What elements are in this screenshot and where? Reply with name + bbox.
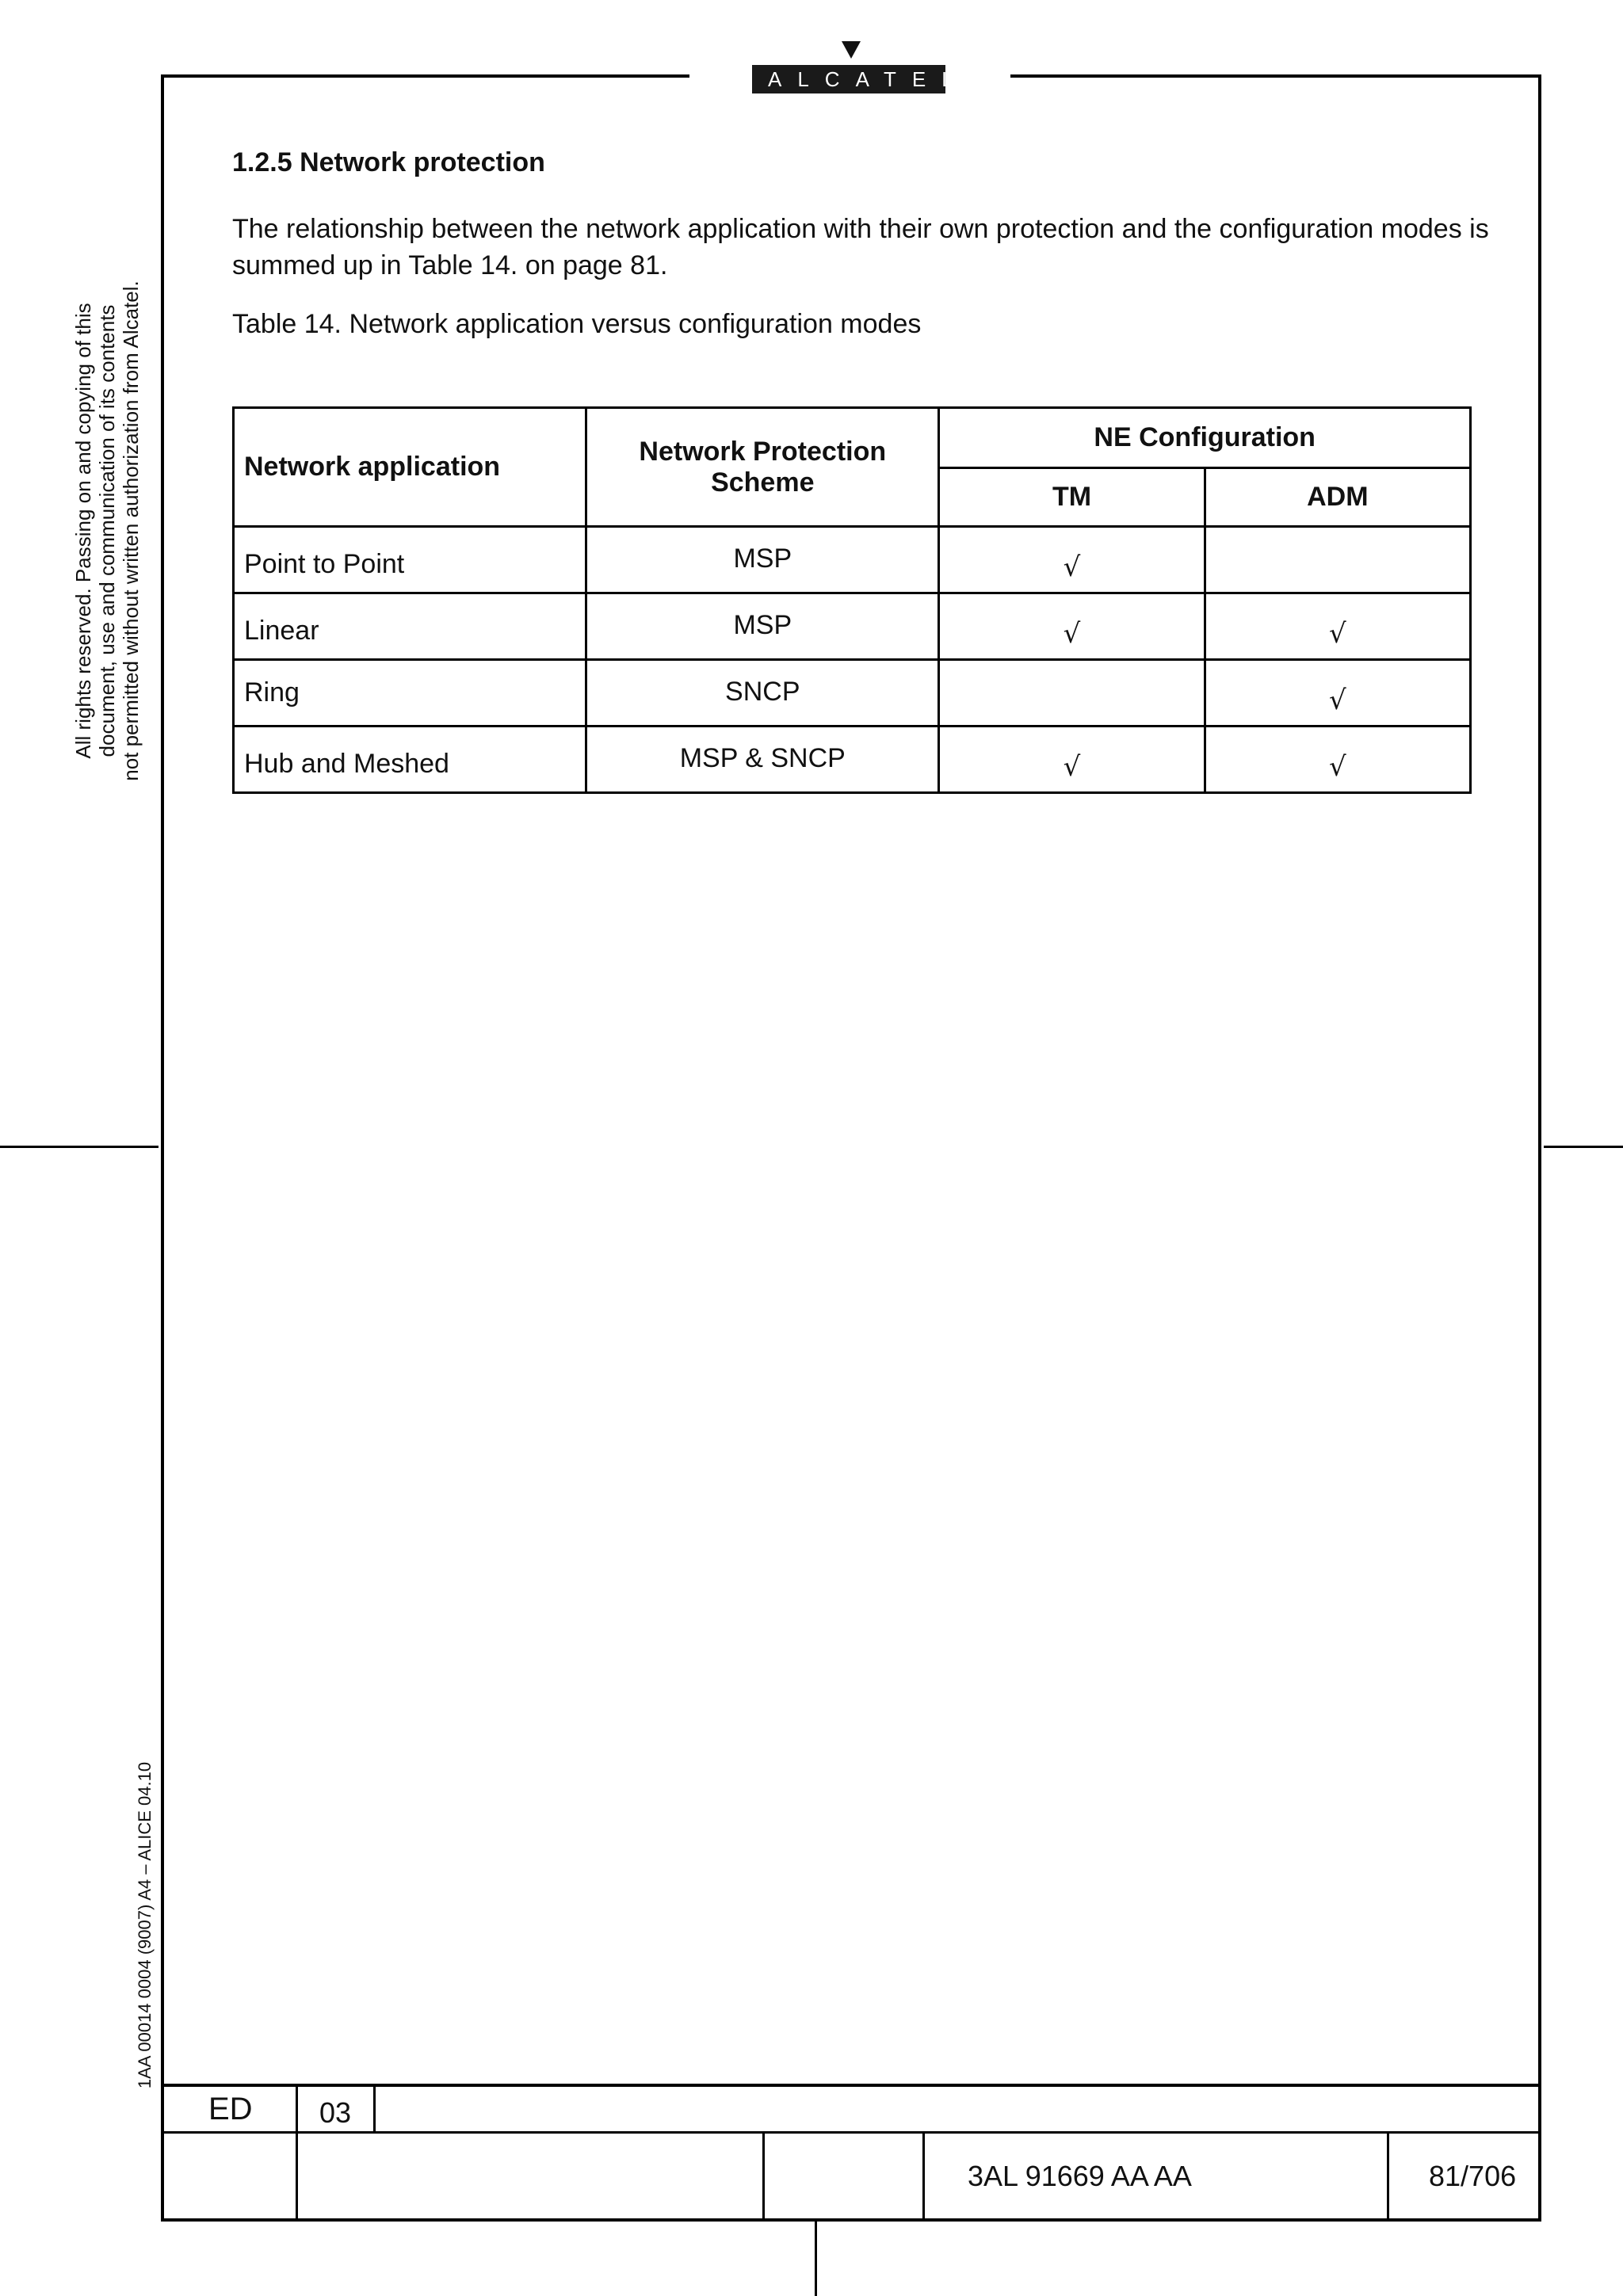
header-ne-configuration: NE Configuration [939,408,1471,468]
table-row [234,660,1471,727]
footer-mid-rule [161,2131,1541,2134]
footer-block [161,2084,1541,2222]
row-adm-check: √ [1205,593,1470,660]
footer-divider [762,2131,765,2222]
row-tm-check [939,660,1205,727]
footer-divider [1387,2131,1389,2222]
body-paragraph: The relationship between the network application with their own protection and the configuration modes is summed up in Table 14. on page 81. [232,214,1489,280]
header-network-application: Network application [234,408,586,527]
row-scheme: MSP [586,527,939,593]
header-protection-scheme: Network Protection Scheme [586,408,939,527]
document-number: 3AL 91669 AA AA [968,2160,1192,2192]
row-adm-check: √ [1205,727,1470,793]
right-margin-tick [1544,1146,1623,1148]
row-application: Point to Point [234,527,586,593]
row-scheme: MSP & SNCP [586,727,939,793]
row-adm-check [1205,527,1470,593]
row-scheme: MSP [586,593,939,660]
footer-divider [373,2084,376,2131]
rights-notice [71,280,143,781]
footer-divider [922,2131,925,2222]
section-title: 1.2.5 Network protection [232,147,545,177]
network-application-table [232,406,1472,794]
left-margin-tick [0,1146,158,1148]
row-application: Ring [234,660,586,727]
row-application: Hub and Meshed [234,727,586,793]
table-row [234,727,1471,793]
row-tm-check: √ [939,727,1205,793]
bottom-margin-tick [815,2222,817,2296]
rights-notice-line: not permitted without written authorization from Alcatel. [119,280,143,781]
page-frame [161,74,1541,2222]
table-row [234,593,1471,660]
table-caption: Table 14. Network application versus configuration modes [232,309,922,339]
table-row [234,527,1471,593]
alcatel-logo: ALCATEL [752,65,945,93]
header-adm: ADM [1205,468,1470,527]
row-adm-check: √ [1205,660,1470,727]
header-tm: TM [939,468,1205,527]
row-application: Linear [234,593,586,660]
row-scheme: SNCP [586,660,939,727]
form-code: 1AA 00014 0004 (9007) A4 – ALICE 04.10 [135,1761,155,2089]
page-number: 81/706 [1429,2160,1517,2192]
row-tm-check: √ [939,527,1205,593]
edition-value: 03 [319,2096,352,2129]
row-tm-check: √ [939,593,1205,660]
rights-notice-line: All rights reserved. Passing on and copying of this [71,303,95,759]
rights-notice-line: document, use and communication of its contents [95,304,119,757]
footer-top-rule [161,2084,1541,2087]
logo-triangle-icon [842,41,861,59]
edition-label: ED [208,2092,253,2126]
footer-divider [296,2084,298,2222]
